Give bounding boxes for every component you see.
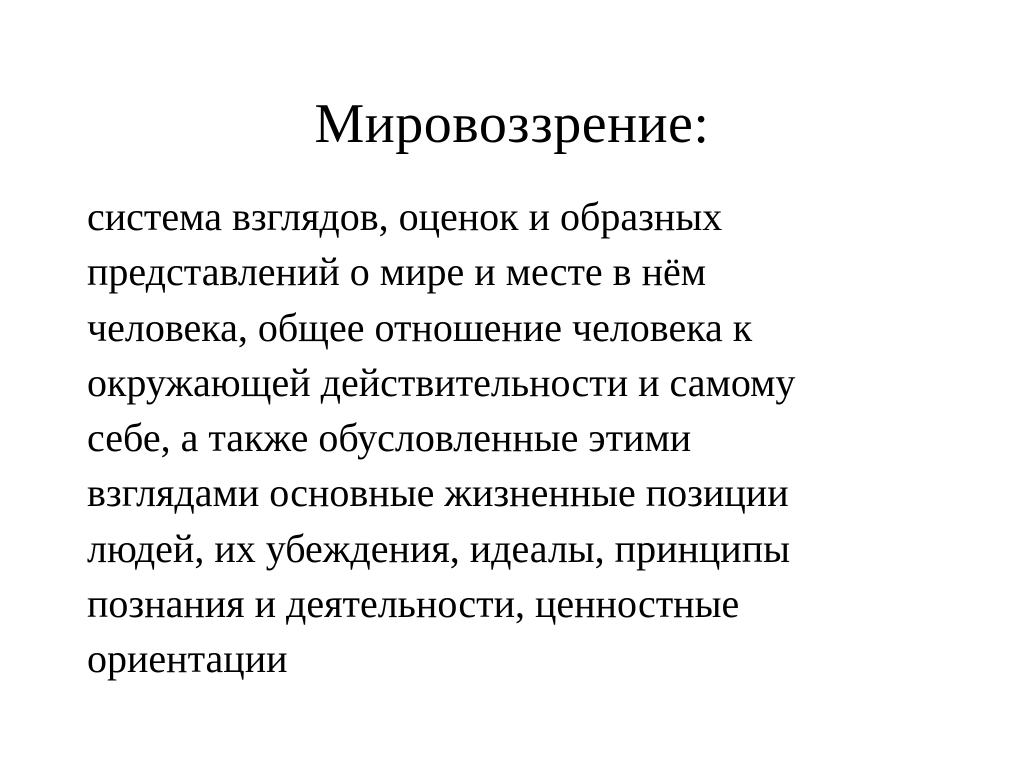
slide-title: Мировоззрение: bbox=[314, 93, 710, 155]
definition-line: человека, общее отношение человека к bbox=[87, 304, 753, 350]
definition-text bbox=[87, 189, 947, 687]
definition-line: познания и деятельности, ценностные bbox=[87, 581, 740, 627]
definition-line: представлений о мире и месте в нём bbox=[87, 249, 707, 295]
definition-line: окружающей действительности и самому bbox=[87, 359, 796, 405]
definition-line: ориентации bbox=[87, 636, 288, 682]
definition-line: людей, их убеждения, идеалы, принципы bbox=[87, 525, 790, 571]
definition-line: себе, а также обусловленные этими bbox=[87, 415, 692, 461]
definition-line: взглядами основные жизненные позиции bbox=[87, 470, 789, 516]
definition-line: система взглядов, оценок и образных bbox=[87, 194, 723, 239]
